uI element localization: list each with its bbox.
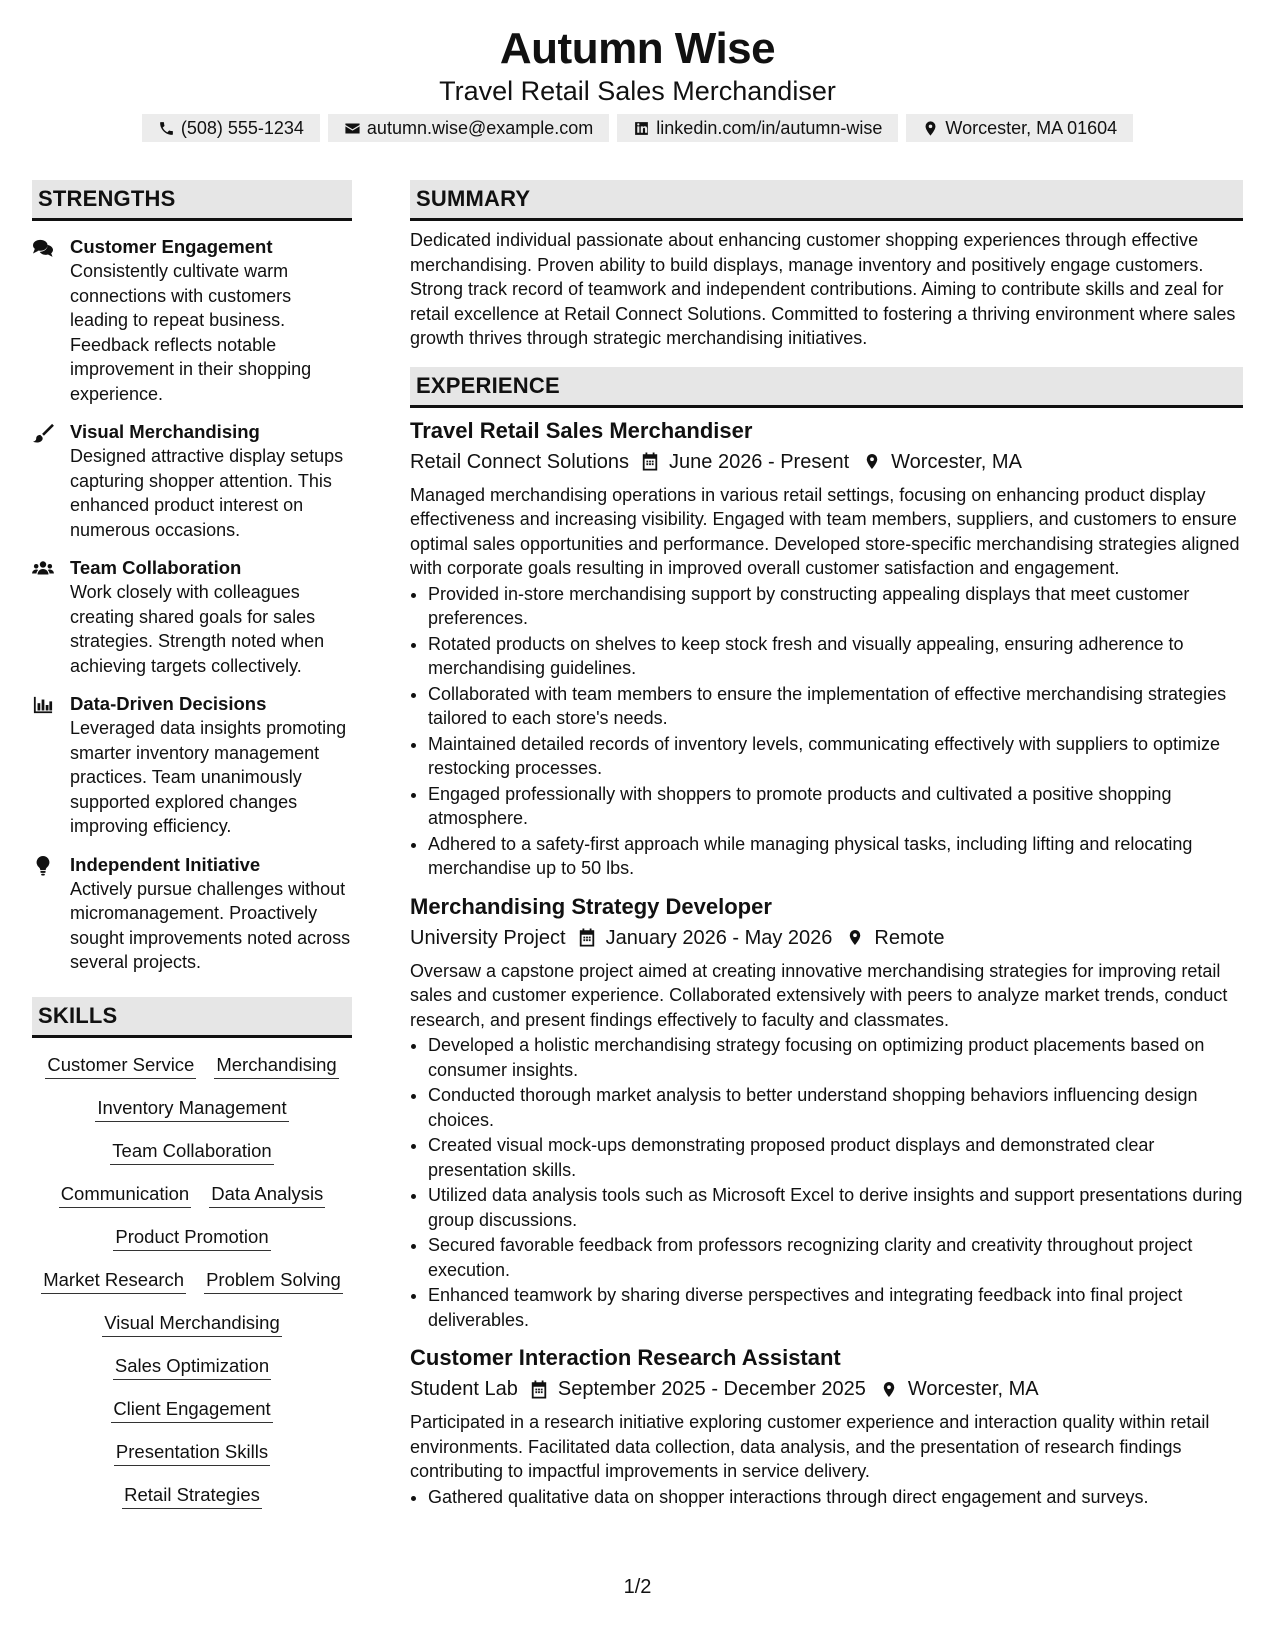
skill-tag: Client Engagement (111, 1396, 272, 1423)
job-dates: June 2026 - Present (669, 450, 850, 473)
calendar-icon (530, 1380, 548, 1399)
job-description: Managed merchandising operations in various retail settings, focusing on enhancing product display effectiveness and increasing visibility. Engaged with team members, suppliers, and customers to ensure optimal sales opportunities and performance. Developed store-specific merchandising strategies aligned with corporate goals resulting in improved overall customer satisfaction and engagement. (410, 484, 1240, 578)
skill-tag: Problem Solving (204, 1267, 343, 1294)
bullet-item: • Gathered qualitative data on shopper interactions through direct engagement and surveys. (428, 1485, 1243, 1510)
map-marker-icon (880, 1380, 898, 1399)
job-description: Participated in a research initiative exploring customer experience and interaction quality within retail environments. Facilitated data collection, data analysis, and the presentation of research findings contributing to impactful improvements in service delivery. (410, 1412, 1210, 1481)
candidate-title: Travel Retail Sales Merchandiser (439, 76, 836, 106)
contact-bar (0, 114, 1275, 142)
strength-title: Team Collaboration (70, 557, 242, 578)
strength-desc: Consistently cultivate warm connections with customers leading to repeat business. Feedback reflects notable improvement in their shopping experience. (70, 261, 312, 404)
brush-icon (32, 423, 54, 443)
job-company: Student Lab (410, 1378, 518, 1400)
job-title: Merchandising Strategy Developer (410, 893, 772, 919)
job-company: University Project (410, 926, 566, 949)
skills-list (32, 1052, 352, 1509)
contact-email[interactable] (328, 114, 609, 142)
job-bullets (410, 1485, 1243, 1510)
strength-item (32, 556, 352, 678)
bullet-item: • Rotated products on shelves to keep stock fresh and visually appealing, ensuring adherence to merchandising guidelines. (428, 632, 1243, 681)
contact-linkedin[interactable] (617, 114, 898, 142)
lightbulb-icon (32, 856, 54, 876)
strength-desc: Work closely with colleagues creating shared goals for sales strategies. Strength noted when achieving targets collectively. (70, 582, 325, 676)
strength-item (32, 692, 352, 839)
map-marker-icon (846, 928, 864, 947)
strength-title: Data-Driven Decisions (70, 693, 267, 714)
strengths-heading: STRENGTHS (32, 180, 352, 221)
bullet-item: • Developed a holistic merchandising strategy focusing on optimizing product placements based on consumer insights. (428, 1033, 1243, 1082)
bullet-item: • Utilized data analysis tools such as Microsoft Excel to derive insights and support presentations during group discussions. (428, 1183, 1243, 1232)
strength-desc: Leveraged data insights promoting smarter inventory management practices. Team unanimously supported explored changes improving efficiency. (70, 718, 347, 836)
chart-bar-icon (32, 695, 54, 715)
strength-title: Visual Merchandising (70, 421, 260, 442)
job-meta (410, 1374, 1243, 1404)
resume-header (0, 0, 1275, 142)
skill-tag: Communication (59, 1181, 192, 1208)
candidate-name: Autumn Wise (499, 24, 776, 73)
job-meta (410, 923, 1243, 953)
right-column (410, 180, 1243, 1510)
skill-tag: Retail Strategies (122, 1482, 262, 1509)
experience-heading: EXPERIENCE (410, 367, 1243, 408)
linkedin-text: linkedin.com/in/autumn-wise (656, 117, 883, 138)
calendar-icon (641, 452, 659, 471)
job-company: Retail Connect Solutions (410, 450, 630, 473)
bullet-item: • Conducted thorough market analysis to better understand shopping behaviors influencing design choices. (428, 1083, 1243, 1132)
contact-phone[interactable] (142, 114, 320, 142)
summary-heading: SUMMARY (410, 180, 1243, 221)
job-entry (410, 1344, 1243, 1509)
page-number: 1/2 (623, 1576, 652, 1598)
job-dates: January 2026 - May 2026 (605, 926, 833, 949)
job-bullets (410, 1033, 1243, 1332)
bullet-item: • Adhered to a safety-first approach while managing physical tasks, including lifting and relocating merchandise up to 50 lbs. (428, 832, 1243, 881)
job-location: Worcester, MA (891, 450, 1022, 473)
job-location: Worcester, MA (907, 1378, 1039, 1400)
contact-location (906, 114, 1133, 142)
phone-text: (508) 555-1234 (180, 117, 304, 138)
strength-item (32, 420, 352, 542)
skill-tag: Customer Service (45, 1052, 196, 1079)
strength-title: Independent Initiative (70, 853, 261, 875)
skill-tag: Visual Merchandising (102, 1310, 282, 1337)
skill-tag: Team Collaboration (110, 1138, 273, 1165)
users-icon (32, 559, 54, 579)
location-text: Worcester, MA 01604 (945, 117, 1118, 138)
calendar-icon (578, 928, 596, 947)
summary-text: Dedicated individual passionate about enhancing customer shopping experiences through effective merchandising. Proven ability to build displays, manage inventory and positively engage customers. Strong track record of teamwork and independent contributions. Aiming to contribute skills and zeal for retail excellence at Retail Connect Solutions. Committed to fostering a thriving environment where sales growth thrives through strategic merchandising initiatives. (410, 230, 1236, 348)
strength-desc: Actively pursue challenges without micromanagement. Proactively sought improvements noted across several projects. (70, 878, 351, 972)
bullet-item: • Created visual mock-ups demonstrating proposed product displays and demonstrated clear presentation skills. (428, 1133, 1243, 1182)
skill-tag: Data Analysis (209, 1181, 325, 1208)
skill-tag: Inventory Management (95, 1095, 288, 1122)
skill-tag: Sales Optimization (113, 1353, 271, 1380)
phone-icon (158, 120, 175, 137)
bullet-item: • Provided in-store merchandising support by constructing appealing displays that meet customer preferences. (428, 582, 1243, 631)
strength-title: Customer Engagement (70, 236, 273, 257)
skill-tag: Presentation Skills (114, 1439, 270, 1466)
skill-tag: Product Promotion (113, 1224, 270, 1251)
job-description: Oversaw a capstone project aimed at creating innovative merchandising strategies for improving retail sales and customer experience. Collaborated extensively with peers to analyze market trends, conduct research, and present findings effectively to faculty and classmates. (410, 960, 1228, 1030)
job-entry (410, 417, 1243, 881)
skills-heading: SKILLS (32, 997, 352, 1038)
left-column (32, 180, 352, 1525)
email-text: autumn.wise@example.com (366, 117, 594, 138)
strength-item (32, 235, 352, 406)
job-title: Customer Interaction Research Assistant (410, 1345, 841, 1370)
comments-icon (32, 238, 54, 258)
linkedin-icon (633, 120, 650, 137)
job-location: Remote (874, 926, 945, 949)
job-meta (410, 447, 1243, 477)
bullet-item: • Enhanced teamwork by sharing diverse perspectives and integrating feedback into final project deliverables. (428, 1283, 1243, 1332)
job-entry (410, 893, 1243, 1333)
job-title: Travel Retail Sales Merchandiser (410, 417, 753, 443)
job-bullets (410, 582, 1243, 881)
envelope-icon (344, 120, 361, 137)
bullet-item: • Secured favorable feedback from professors recognizing clarity and creativity throughout project execution. (428, 1233, 1243, 1282)
bullet-item: • Engaged professionally with shoppers to promote products and cultivated a positive shopping atmosphere. (428, 782, 1243, 831)
strength-desc: Designed attractive display setups capturing shopper attention. This enhanced product interest on numerous occasions. (70, 446, 344, 540)
map-marker-icon (863, 452, 881, 471)
strength-item (32, 853, 352, 975)
bullet-item: • Maintained detailed records of inventory levels, communicating effectively with suppliers to optimize restocking processes. (428, 732, 1243, 781)
skill-tag: Market Research (41, 1267, 186, 1294)
bullet-item: • Collaborated with team members to ensure the implementation of effective merchandising strategies tailored to each store's needs. (428, 682, 1243, 731)
map-marker-icon (922, 120, 939, 137)
job-dates: September 2025 - December 2025 (557, 1378, 866, 1400)
skill-tag: Merchandising (214, 1052, 338, 1079)
